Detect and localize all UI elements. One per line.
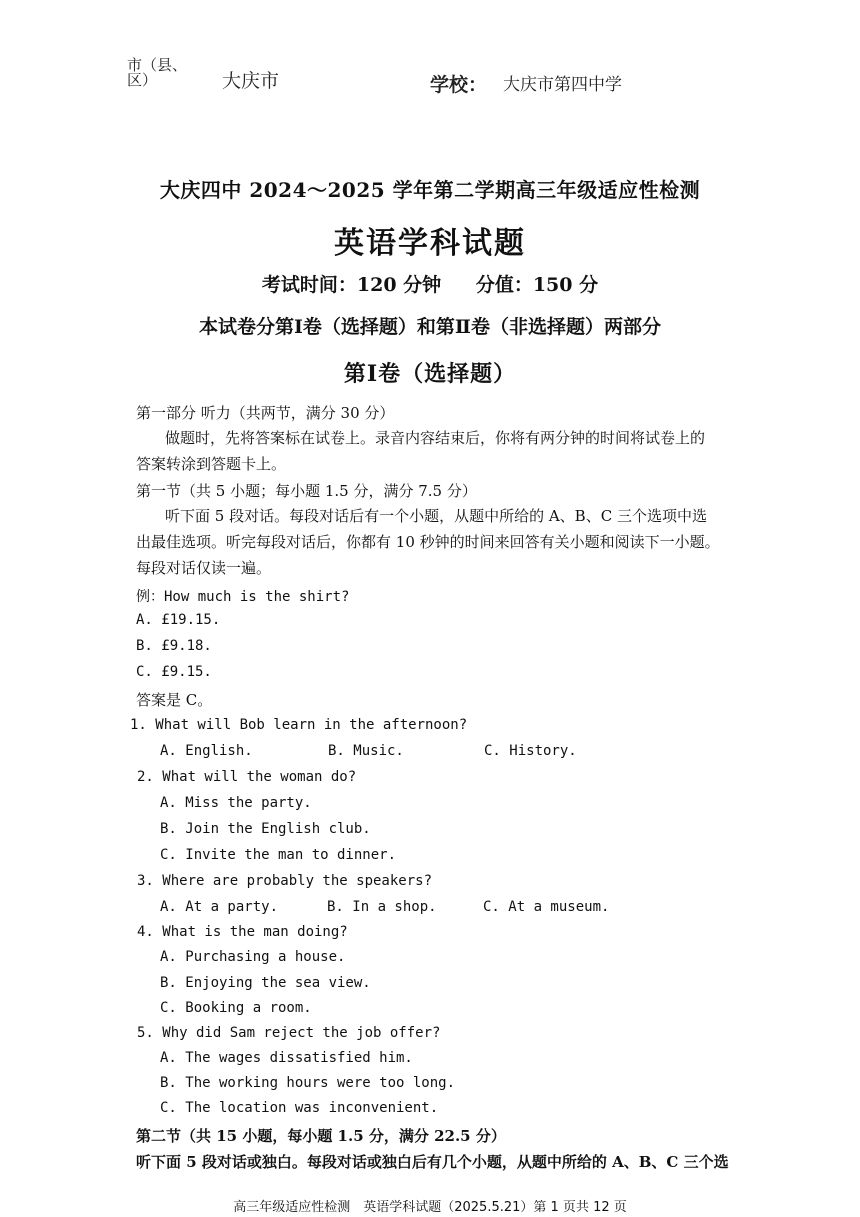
question-3: 3. Where are probably the speakers? [137,873,433,889]
exam-score: 分值：150 分 [475,274,599,296]
q2-option-a: A. Miss the party. [160,795,312,811]
section2-line1: 听下面 5 段对话或独白。每段对话或独白后有几个小题，从题中所给的 A、B、C 三个选 [136,1153,729,1171]
part1-heading: 第一部分 听力（共两节，满分 30 分） [136,404,395,422]
question-1: 1. What will Bob learn in the afternoon? [130,717,468,733]
q4-option-c: C. Booking a room. [160,1000,312,1016]
example-question: 例：How much is the shirt? [136,589,350,605]
section1-line2: 出最佳选项。听完每段对话后，你都有 10 秒钟的时间来回答有关小题和阅读下一小题。 [136,533,720,551]
q1-option-c: C. History. [484,743,577,759]
exam-meta [0,270,860,297]
city-name: 大庆市 [222,70,280,92]
part1-instruction-line1: 做题时，先将答案标在试卷上。录音内容结束后，你将有两分钟的时间将试卷上的 [165,429,706,447]
page-footer: 高三年级适应性检测 英语学科试题（2025.5.21）第 1 页共 12 页 [233,1200,627,1215]
q2-option-c: C. Invite the man to dinner. [160,847,397,863]
q3-option-a: A. At a party. [160,899,279,915]
district-label: 市（县、区） [127,56,188,89]
q2-option-b: B. Join the English club. [160,821,371,837]
part1-instruction-line2: 答案转涂到答题卡上。 [136,455,287,473]
exam-title: 大庆四中 2024～2025 学年第二学期高三年级适应性检测 [159,178,701,202]
school-name: 大庆市第四中学 [503,75,622,95]
q5-option-b: B. The working hours were too long. [160,1075,456,1091]
q4-option-a: A. Purchasing a house. [160,949,346,965]
subject-title: 英语学科试题 [334,226,526,261]
exam-time: 考试时间：120 分钟 [261,274,442,296]
example-answer: 答案是 C。 [136,691,213,709]
example-option-a: A. £19.15. [136,612,221,628]
volume-title: 第Ⅰ卷（选择题） [343,361,517,387]
question-5: 5. Why did Sam reject the job offer? [137,1025,441,1041]
example-option-c: C. £9.15. [136,664,212,680]
question-4: 4. What is the man doing? [137,924,348,940]
section2-heading: 第二节（共 15 小题，每小题 1.5 分，满分 22.5 分） [136,1127,506,1145]
section1-line1: 听下面 5 段对话。每段对话后有一个小题，从题中所给的 A、B、C 三个选项中选 [165,507,707,525]
q1-option-a: A. English. [160,743,253,759]
q1-option-b: B. Music. [328,743,404,759]
q5-option-c: C. The location was inconvenient. [160,1100,439,1116]
q3-option-b: B. In a shop. [327,899,437,915]
q3-option-c: C. At a museum. [483,899,610,915]
q4-option-b: B. Enjoying the sea view. [160,975,371,991]
example-option-b: B. £9.18. [136,638,212,654]
q5-option-a: A. The wages dissatisfied him. [160,1050,413,1066]
question-2: 2. What will the woman do? [137,769,357,785]
school-label: 学校： [430,74,488,96]
section1-heading: 第一节（共 5 小题；每小题 1.5 分，满分 7.5 分） [136,482,477,500]
paper-structure: 本试卷分第Ⅰ卷（选择题）和第Ⅱ卷（非选择题）两部分 [199,316,661,338]
section1-line3: 每段对话仅读一遍。 [136,559,272,577]
